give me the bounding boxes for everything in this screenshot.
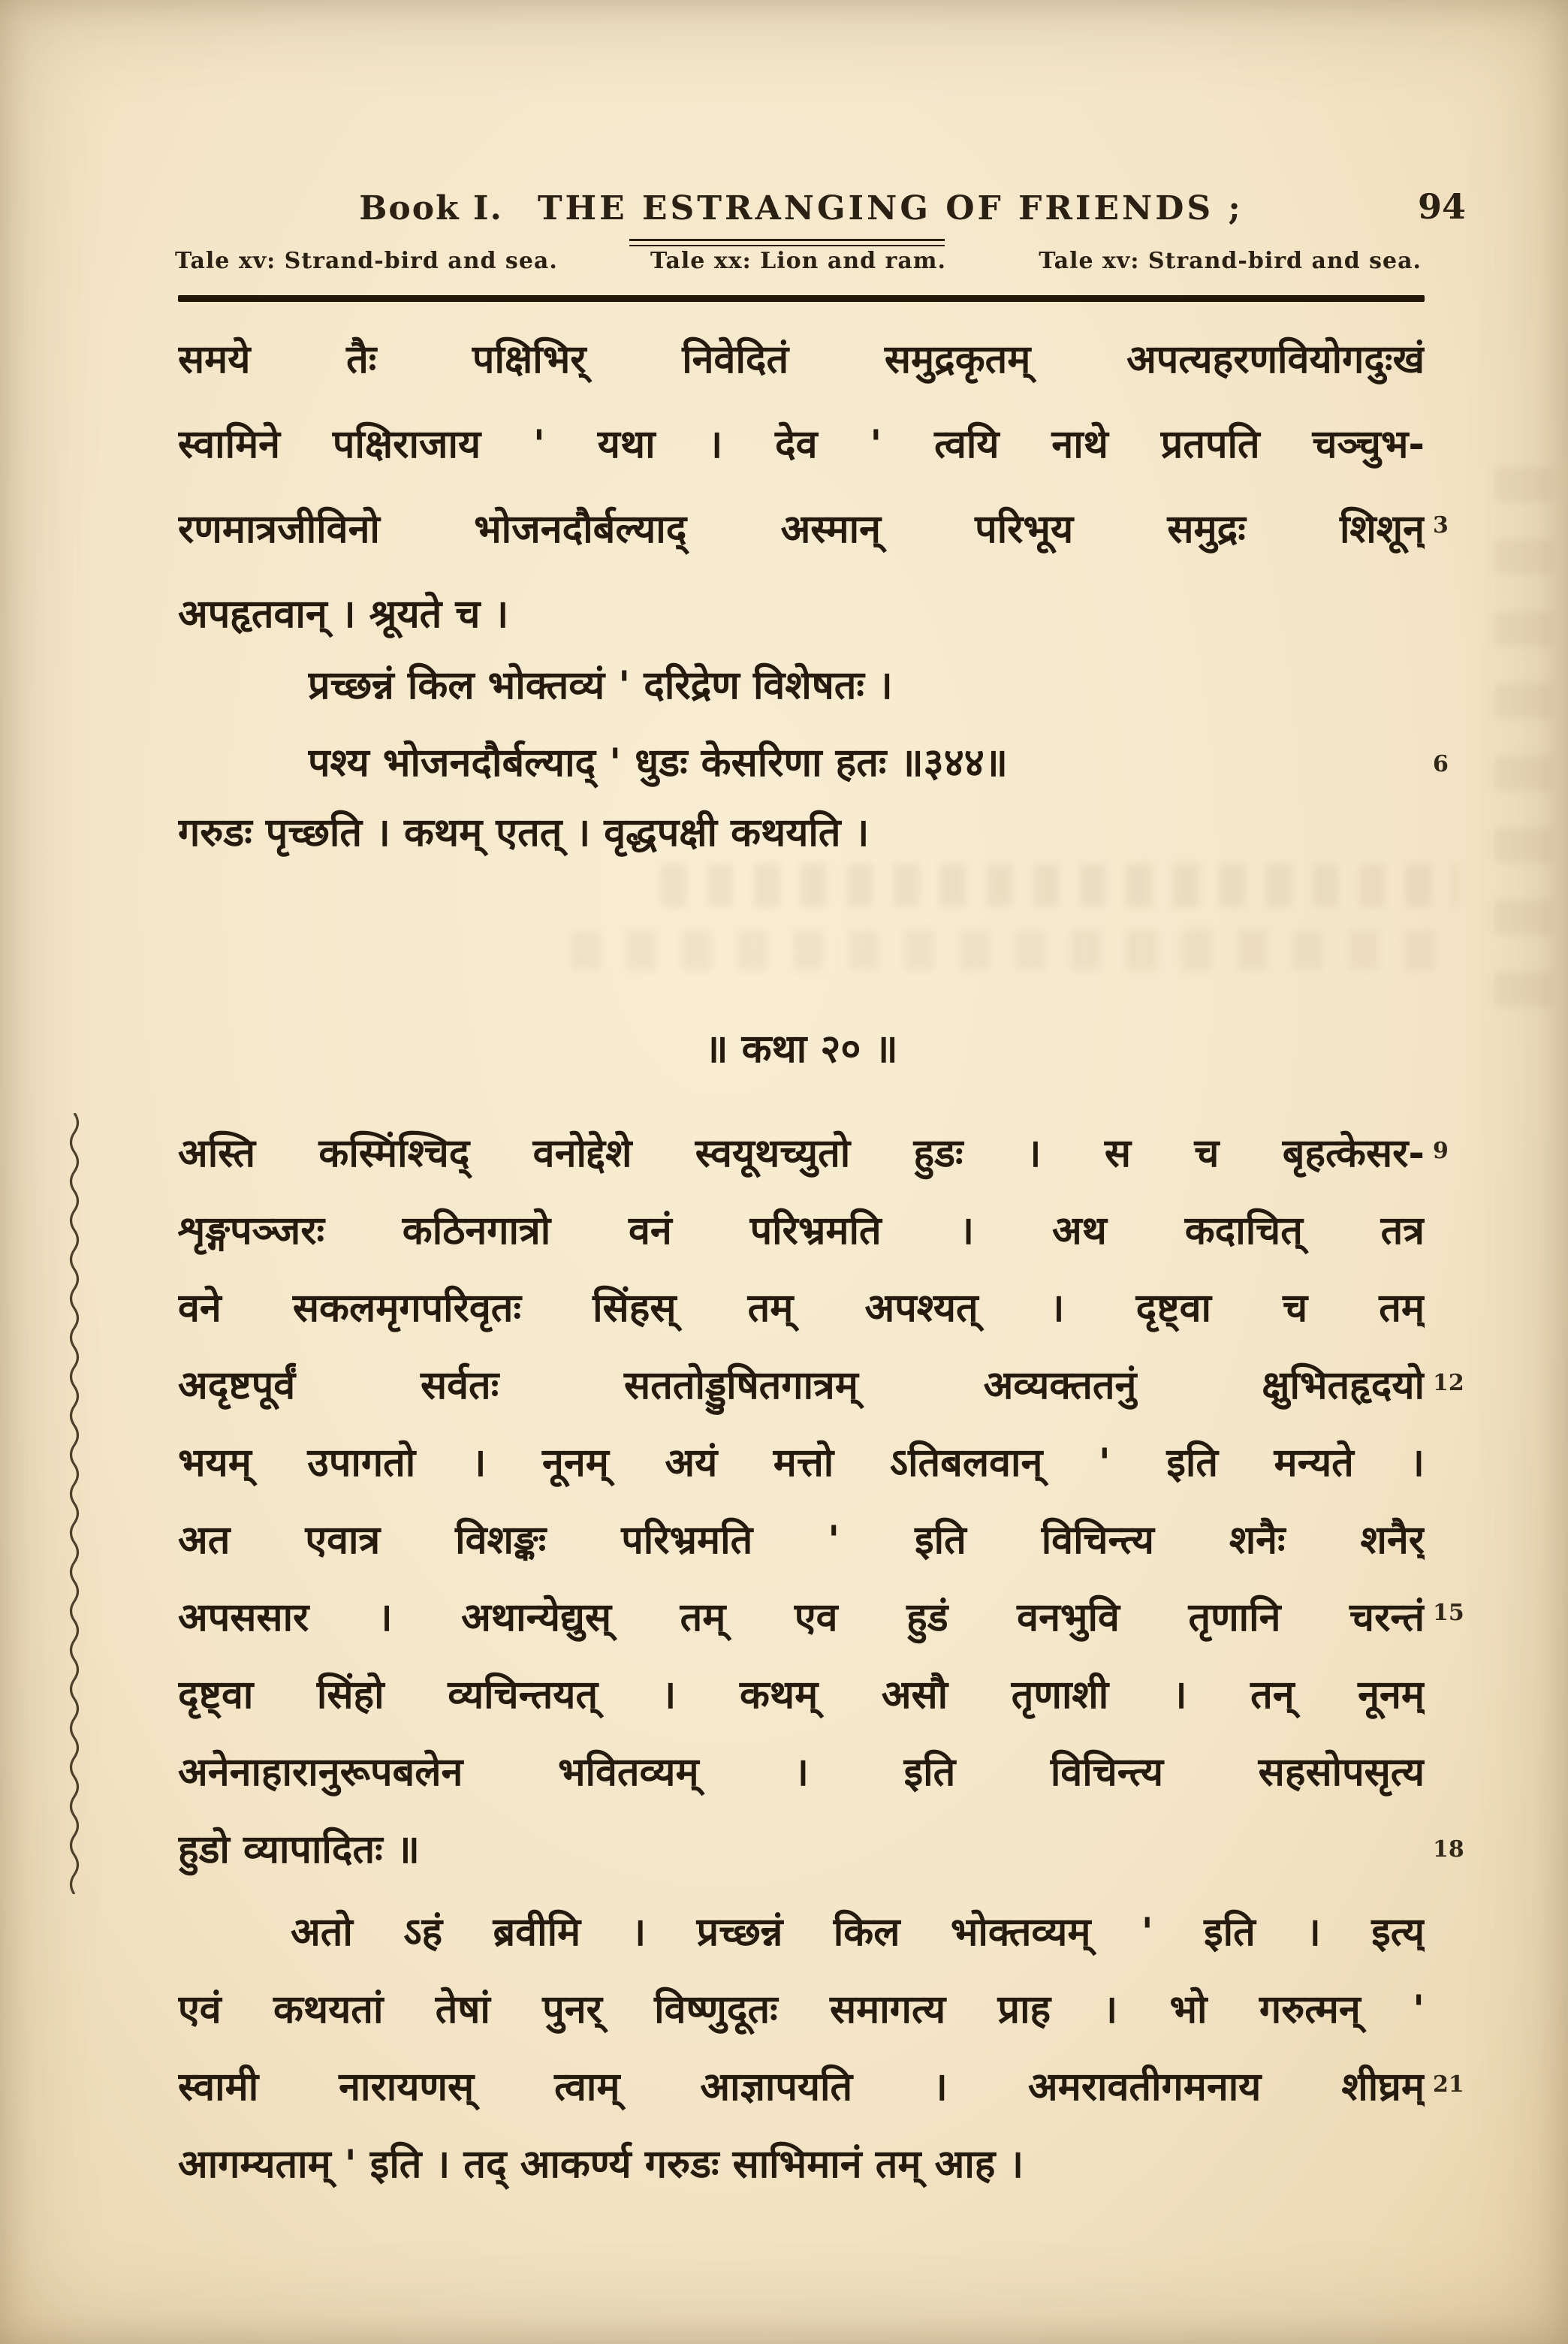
sanskrit-line: दृष्ट्वा सिंहो व्यचिन्तयत् । कथम् असौ तृणाशी । तन् नूनम् [178, 1673, 1425, 1718]
sanskrit-line: एवं कथयतां तेषां पुनर् विष्णुदूतः समागत्य प्राह । भो गरुत्मन् ' [178, 1987, 1425, 2032]
sanskrit-line: अदृष्टपूर्वं सर्वतः सततोड्डुषितगात्रम् अव्यक्ततनुं क्षुभितहृदयो [178, 1363, 1425, 1408]
margin-line-number: 21 [1433, 2071, 1464, 2098]
margin-line-number: 18 [1433, 1836, 1464, 1863]
tale-caption-center: Tale xx: Lion and ram. [650, 248, 946, 274]
marginal-wavy-rule [65, 1113, 84, 1898]
running-tale-captions [175, 248, 1422, 274]
sanskrit-line: हुडो व्यापादितः ॥ [178, 1827, 420, 1872]
margin-line-number: 3 [1433, 512, 1449, 538]
sanskrit-line: स्वामिने पक्षिराजाय ' यथा । देव ' त्वयि नाथे प्रतपति चञ्चुभ- [178, 422, 1425, 467]
sanskrit-line: वने सकलमृगपरिवृतः सिंहस् तम् अपश्यत् । दृष्ट्वा च तम् [178, 1286, 1425, 1331]
verso-show-through [1494, 466, 1553, 1006]
sanskrit-line: भयम् उपागतो । नूनम् अयं मत्तो ऽतिबलवान् ' इति मन्यते । [178, 1440, 1425, 1486]
sanskrit-line: अतो ऽहं ब्रवीमि । प्रच्छन्नं किल भोक्तव्यम् ' इति । इत्य् [291, 1910, 1425, 1955]
sanskrit-line: अत एवात्र विशङ्कः परिभ्रमति ' इति विचिन्त्य शनैः शनैर् [178, 1518, 1425, 1563]
sanskrit-line: अपससार । अथान्येद्युस् तम् एव हुडं वनभुवि तृणानि चरन्तं [178, 1595, 1425, 1640]
verso-show-through [571, 930, 1457, 970]
tale-caption-right: Tale xv: Strand-bird and sea. [1039, 248, 1422, 274]
sanskrit-line: अनेनाहारानुरूपबलेन भवितव्यम् । इति विचिन्त्य सहसोपसृत्य [178, 1750, 1425, 1795]
tale-caption-left: Tale xv: Strand-bird and sea. [175, 248, 558, 274]
header-double-rule [629, 239, 945, 246]
verse-line: पश्य भोजनदौर्बल्याद् ' धुडः केसरिणा हतः ॥३४४॥ [308, 741, 1008, 786]
story-heading: ॥ कथा २० ॥ [704, 1027, 898, 1072]
sanskrit-line: अपहृतवान् । श्रूयते च । [178, 592, 509, 637]
sanskrit-line: स्वामी नारायणस् त्वाम् आज्ञापयति । अमरावतीगमनाय शीघ्रम् [178, 2065, 1425, 2110]
book-label: Book I. [359, 189, 503, 228]
sanskrit-line: आगम्यताम् ' इति । तद् आकर्ण्य गरुडः साभिमानं तम् आह । [178, 2142, 1024, 2187]
margin-line-number: 6 [1433, 751, 1449, 777]
margin-line-number: 15 [1433, 1600, 1464, 1626]
sanskrit-line: अस्ति कस्मिंश्चिद् वनोद्देशे स्वयूथच्युतो हुडः । स च बृहत्केसर- [178, 1131, 1425, 1176]
sanskrit-line: समये तैः पक्षिभिर् निवेदितं समुद्रकृतम् अपत्यहरणवियोगदुःखं [178, 337, 1425, 382]
margin-line-number: 9 [1433, 1138, 1449, 1164]
verso-show-through [661, 864, 1457, 907]
chapter-title: THE ESTRANGING OF FRIENDS ; [537, 189, 1244, 228]
sanskrit-line: गरुडः पृच्छति । कथम् एतत् । वृद्धपक्षी कथयति । [178, 810, 870, 855]
sanskrit-line: शृङ्गपञ्जरः कठिनगात्रो वनं परिभ्रमति । अथ कदाचित् तत्र [178, 1208, 1425, 1253]
margin-line-number: 12 [1433, 1370, 1464, 1396]
page-number: 94 [1417, 186, 1466, 227]
running-header [178, 189, 1425, 228]
verse-line: प्रच्छन्नं किल भोक्तव्यं ' दरिद्रेण विशेषतः । [308, 663, 893, 708]
sanskrit-line: रणमात्रजीविनो भोजनदौर्बल्याद् अस्मान् परिभूय समुद्रः शिशून् [178, 507, 1425, 552]
header-thick-rule [178, 295, 1425, 302]
